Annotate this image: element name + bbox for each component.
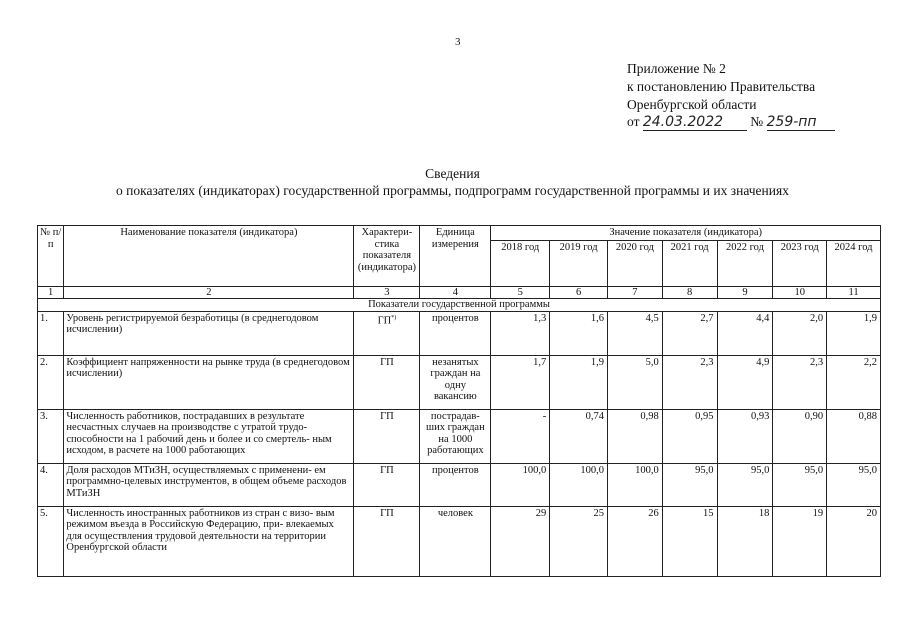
row-value: 18	[717, 506, 773, 576]
row-value: 95,0	[773, 463, 827, 506]
header-unit: Единица измерения	[420, 226, 491, 287]
row-value: 1,3	[491, 311, 550, 355]
row-name: Коэффициент напряженности на рынке труда (в среднегодовом исчислении)	[64, 355, 354, 409]
appendix-line-3: Оренбургской области	[627, 97, 757, 112]
appendix-number-handwritten: 259-пп	[767, 115, 835, 131]
row-value: 0,90	[773, 409, 827, 463]
header-year: 2024 год	[827, 240, 881, 286]
row-value: 20	[827, 506, 881, 576]
row-num: 4.	[38, 463, 64, 506]
header-year: 2018 год	[491, 240, 550, 286]
column-number: 10	[773, 286, 827, 299]
row-value: 0,93	[717, 409, 773, 463]
row-value: 1,6	[550, 311, 608, 355]
document-title: Сведения	[425, 166, 480, 181]
column-number: 9	[717, 286, 773, 299]
row-characteristic: ГП	[354, 409, 420, 463]
row-value: 95,0	[662, 463, 717, 506]
table-row	[38, 463, 881, 506]
column-number: 3	[354, 286, 420, 299]
row-value: 29	[491, 506, 550, 576]
row-name: Численность иностранных работников из стран с визо- вым режимом въезда в Российскую Федерацию, при- влекаемых для осуществления трудовой деятельности на территории Оренбургской области	[64, 506, 354, 576]
row-name: Численность работников, пострадавших в результате несчастных случаев на производстве с утратой трудо- способности на 1 рабочий день и более и со смертель- ным исходом, в расчете на 1000 работающих	[64, 409, 354, 463]
row-value: 2,3	[662, 355, 717, 409]
row-value: 100,0	[608, 463, 663, 506]
row-value: 4,5	[608, 311, 663, 355]
row-value: 100,0	[491, 463, 550, 506]
table-row	[38, 409, 881, 463]
row-num: 3.	[38, 409, 64, 463]
row-value: 1,9	[550, 355, 608, 409]
header-values-group: Значение показателя (индикатора)	[491, 226, 881, 241]
footnote-mark: *)	[391, 314, 397, 321]
header-year: 2021 год	[662, 240, 717, 286]
row-value: 25	[550, 506, 608, 576]
row-value: 2,7	[662, 311, 717, 355]
row-name: Доля расходов МТиЗН, осуществляемых с применени- ем программно-целевых инструментов, в общем объеме расходов МТиЗН	[64, 463, 354, 506]
header-num: № п/п	[38, 226, 64, 287]
row-value: 2,0	[773, 311, 827, 355]
row-unit: процентов	[420, 311, 491, 355]
column-number: 1	[38, 286, 64, 299]
row-value: 4,9	[717, 355, 773, 409]
row-value: 0,88	[827, 409, 881, 463]
appendix-date-line	[627, 113, 835, 131]
header-year: 2023 год	[773, 240, 827, 286]
row-characteristic: ГП	[354, 463, 420, 506]
row-characteristic: ГП	[354, 355, 420, 409]
appendix-from-label: от	[627, 114, 640, 129]
document-subtitle: о показателях (индикаторах) государственной программы, подпрограмм государственной программы и их значениях	[116, 183, 789, 198]
indicators-table	[37, 225, 881, 577]
column-number: 6	[550, 286, 608, 299]
row-value: 0,98	[608, 409, 663, 463]
row-value: 0,74	[550, 409, 608, 463]
appendix-date-handwritten: 24.03.2022	[643, 115, 747, 131]
column-number: 11	[827, 286, 881, 299]
row-value: 100,0	[550, 463, 608, 506]
header-year: 2020 год	[608, 240, 663, 286]
row-value: 26	[608, 506, 663, 576]
row-value: 95,0	[827, 463, 881, 506]
row-characteristic: ГП	[354, 506, 420, 576]
table-row	[38, 355, 881, 409]
appendix-number-label: №	[750, 114, 764, 129]
row-num: 1.	[38, 311, 64, 355]
appendix-line-1: Приложение № 2	[627, 61, 726, 76]
row-value: -	[491, 409, 550, 463]
row-value: 15	[662, 506, 717, 576]
row-value: 95,0	[717, 463, 773, 506]
appendix-line-2: к постановлению Правительства	[627, 79, 816, 94]
header-characteristic: Характери- стика показателя (индикатора)	[354, 226, 420, 287]
section-title: Показатели государственной программы	[38, 299, 881, 312]
row-name: Уровень регистрируемой безработицы (в среднегодовом исчислении)	[64, 311, 354, 355]
row-value: 1,7	[491, 355, 550, 409]
row-value: 5,0	[608, 355, 663, 409]
row-num: 5.	[38, 506, 64, 576]
column-number: 2	[64, 286, 354, 299]
page-number: 3	[455, 36, 461, 48]
table-row	[38, 506, 881, 576]
row-unit: незанятых граждан на одну вакансию	[420, 355, 491, 409]
header-year: 2022 год	[717, 240, 773, 286]
row-value: 0,95	[662, 409, 717, 463]
row-unit: пострадав- ших граждан на 1000 работающих	[420, 409, 491, 463]
row-value: 4,4	[717, 311, 773, 355]
row-value: 2,2	[827, 355, 881, 409]
table-row	[38, 311, 881, 355]
column-number: 4	[420, 286, 491, 299]
row-unit: человек	[420, 506, 491, 576]
row-characteristic: ГП*)	[354, 311, 420, 355]
row-value: 19	[773, 506, 827, 576]
column-number: 5	[491, 286, 550, 299]
header-year: 2019 год	[550, 240, 608, 286]
row-value: 2,3	[773, 355, 827, 409]
row-value: 1,9	[827, 311, 881, 355]
row-unit: процентов	[420, 463, 491, 506]
row-num: 2.	[38, 355, 64, 409]
header-name: Наименование показателя (индикатора)	[64, 226, 354, 287]
column-number: 7	[608, 286, 663, 299]
column-number: 8	[662, 286, 717, 299]
